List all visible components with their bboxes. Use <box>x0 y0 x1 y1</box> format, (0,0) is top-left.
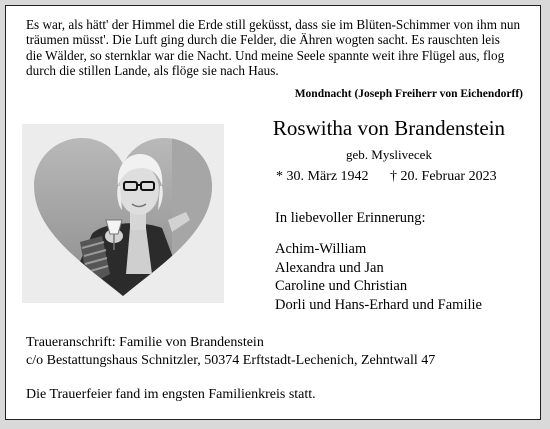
list-item: Caroline und Christian <box>275 278 408 295</box>
mourning-address <box>26 334 435 370</box>
poem-line: die Wälder, so sternklar war die Nacht. Und meine Seele spannte weit ihre Flügel aus, flog <box>26 47 505 63</box>
life-dates <box>276 169 497 185</box>
heart-portrait-photo-icon <box>22 124 224 303</box>
poem <box>26 17 531 79</box>
address-line: c/o Bestattungshaus Schnitzler, 50374 Erftstadt-Lechenich, Zehntwall 47 <box>26 353 436 368</box>
mourners-list <box>275 240 482 314</box>
funeral-note: Die Trauerfeier fand im engsten Familienkreis statt. <box>26 387 316 402</box>
death-date: † 20. Februar 2023 <box>390 169 497 184</box>
poem-line: durch die stillen Lande, als flöge sie nach Haus. <box>26 63 279 79</box>
address-line: Traueranschrift: Familie von Brandenstein <box>26 335 264 350</box>
list-item: Alexandra und Jan <box>275 259 384 276</box>
memory-heading: In liebevoller Erinnerung: <box>275 210 426 226</box>
obituary-card <box>5 5 541 420</box>
portrait-photo-frame <box>22 124 224 303</box>
birth-date: * 30. März 1942 <box>276 169 369 184</box>
poem-line: Es war, als hätt' der Himmel die Erde still geküsst, dass sie im Blüten-Schimmer von ihm nun <box>26 17 521 32</box>
poem-credit: Mondnacht (Joseph Freiherr von Eichendorff) <box>294 88 523 100</box>
deceased-name: Roswitha von Brandenstein <box>272 116 506 140</box>
list-item: Dorli und Hans-Erhard und Familie <box>275 296 482 313</box>
list-item: Achim-William <box>275 241 367 257</box>
maiden-name: geb. Myslivecek <box>346 147 432 162</box>
poem-line: träumen müsst'. Die Luft ging durch die Felder, die Ähren wogten sacht. Es rauschten leis <box>26 32 500 48</box>
